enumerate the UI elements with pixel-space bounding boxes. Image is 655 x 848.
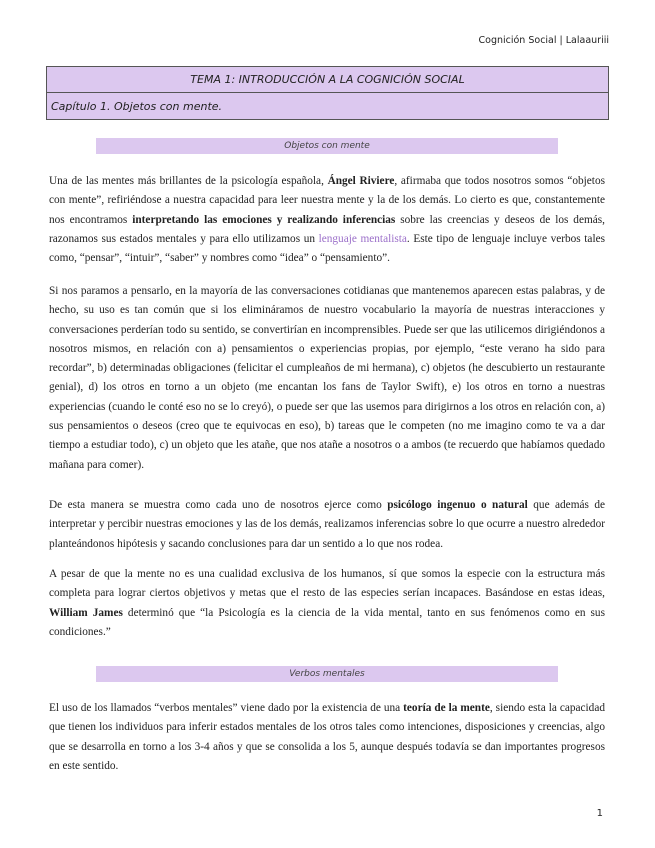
bold-phrase: interpretando las emociones y realizando inferencias — [132, 213, 396, 226]
bold-name: Ángel Riviere — [327, 175, 395, 187]
text: determinó que “la Psicología es la ciencia de la vida mental, tanto en sus fenómenos como en sus condiciones.” — [49, 606, 605, 638]
paragraph-5 — [49, 699, 605, 776]
text: sobre las creencias y deseos de los demás, razonamos sus estados mentales y para ello utilizamos un — [49, 213, 605, 245]
paragraph-2: Si nos paramos a pensarlo, en la mayoría de las conversaciones cotidianas que mantenemos aparecen estas palabras, y de hecho, su uso es tan común que si los elimináramos de nuestro vocabulario la mayoría de nuestras interacciones y conversaciones perderían todo su sentido, se convertirían en incomprensibles. Puede ser que las utilicemos dirigiéndonos a nosotros mismos, en relación con a) pensamientos o experiencias propias, por ejemplo, “este verano ha sido para recordar”, b) determinadas obligaciones (felicitar el cumpleaños de mi hermana), c) objetos (he descubierto un restaurante genial), d) los otros en torno a un objeto (me encantan los fans de Taylor Swift), e) los otros en torno a nuestras experiencias (cuando le conté eso no se lo creyó), o puede ser que las usemos para dirigirnos a los otros en relación con, a) sus pensamientos o deseos (creo que te equivocas en eso), b) tareas que le competen (no me imagino como te va a dar tiempo a estudiar todo), c) un objeto que les atañe, que nos atañe a nosotros o a ambos (te recuerdo que habíamos quedado mañana para comer). — [49, 285, 605, 471]
section-heading-verbos: Verbos mentales — [96, 666, 558, 682]
tema-box — [46, 66, 609, 120]
paragraph-3 — [49, 496, 605, 554]
page-number: 1 — [596, 808, 603, 819]
text: . Este tipo de lenguaje incluye verbos tales como, “pensar”, “intuir”, “saber” y nombres como “idea” o “pensamiento”. — [49, 232, 605, 265]
section-heading-objetos: Objetos con mente — [96, 138, 558, 154]
text: , siendo esta la capacidad que tienen los individuos para inferir estados mentales de los otros tales como intenciones, disposiciones y creencias, algo que se desarrolla en torno a los 3-4 años y que se consolida a los 5, aunque después todavía se dan importantes progresos en este sentido. — [49, 702, 605, 772]
bold-name: William James — [49, 606, 123, 619]
text: Una de las mentes más brillantes de la psicología española, — [49, 175, 328, 187]
paragraph-4 — [49, 565, 605, 642]
bold-phrase: psicólogo ingenuo o natural — [387, 499, 528, 511]
paragraph-1 — [49, 172, 605, 268]
text: que además de interpretar y percibir nuestras emociones y las de los demás, realizamos inferencias sobre lo que ocurre a nuestro alrededor planteándonos hipótesis y sacando conclusiones para dar un sentido a lo que nos rodea. — [49, 499, 606, 550]
bold-phrase: teoría de la mente — [403, 702, 490, 714]
text: De esta manera se muestra como cada uno de nosotros ejerce como — [49, 499, 388, 511]
chapter-title: Capítulo 1. Objetos con mente. — [51, 100, 223, 113]
text: A pesar de que la mente no es una cualidad exclusiva de los humanos, sí que somos la especie con la estructura más completa para lograr ciertos objetivos y metas que el resto de las especies serían incapaces. Basándose en estas ideas, — [49, 568, 605, 600]
tema-divider — [47, 92, 608, 93]
mentalist-language-link[interactable]: lenguaje mentalista — [318, 232, 407, 245]
tema-title: TEMA 1: INTRODUCCIÓN A LA COGNICIÓN SOCIAL — [190, 73, 465, 86]
text: , afirmaba que todos nosotros somos “objetos con mente”, refiriéndose a nuestra capacidad para leer nuestra mente y la de los demás. Lo cierto es que, constantemente nos encontramos — [49, 175, 605, 226]
text: El uso de los llamados “verbos mentales” viene dado por la existencia de una — [49, 702, 404, 714]
running-header: Cognición Social | Lalaauriii — [478, 35, 609, 46]
